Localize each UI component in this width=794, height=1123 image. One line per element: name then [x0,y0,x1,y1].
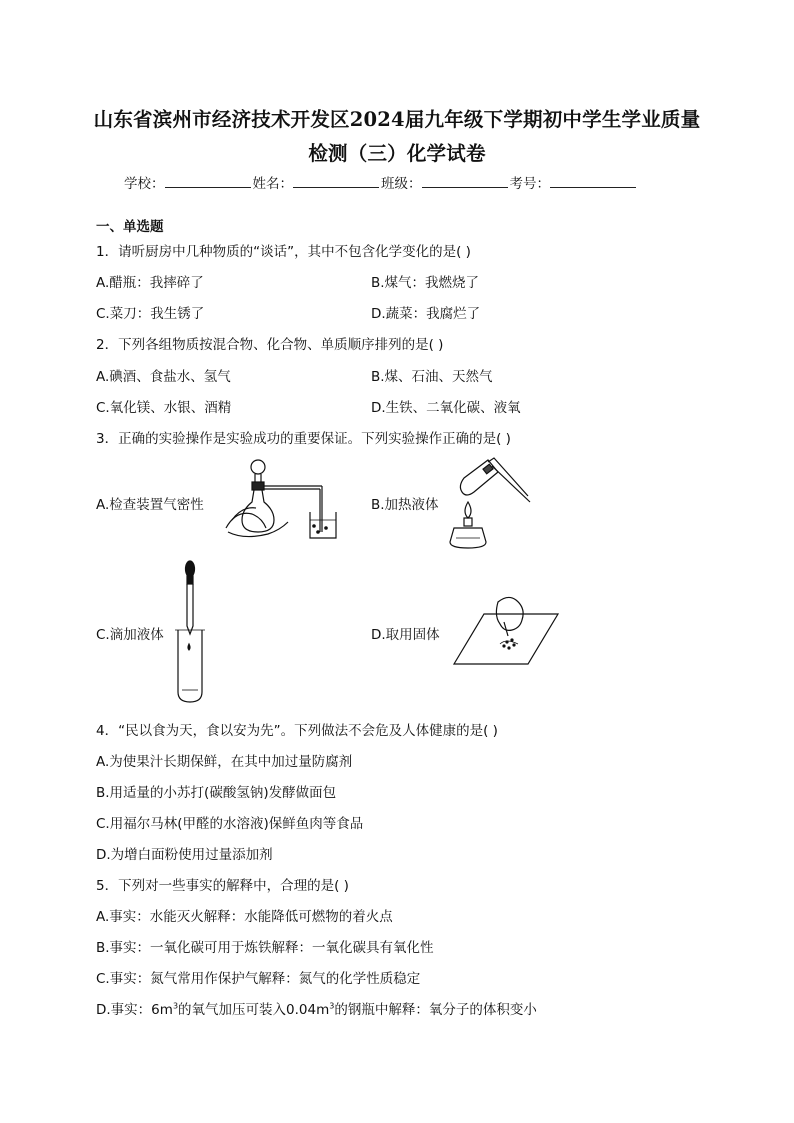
q3-option-a[interactable]: A.检查装置气密性 [96,497,204,513]
exam-title-line1: 山东省滨州市经济技术开发区2024届九年级下学期初中学生学业质量 [93,108,701,131]
question-1-stem: 1．请听厨房中几种物质的“谈话”，其中不包含化学变化的是( ) [96,244,471,260]
q5-d-exp2: 3 [329,1001,335,1011]
student-info-line [124,172,638,192]
question-3-stem: 3．正确的实验操作是实验成功的重要保证。下列实验操作正确的是( ) [96,431,511,447]
q2-option-d[interactable]: D.生铁、二氧化碳、液氧 [371,400,521,416]
q1-option-d[interactable]: D.蔬菜：我腐烂了 [371,306,481,322]
q4-option-b[interactable]: B.用适量的小苏打(碳酸氢钠)发酵做面包 [96,785,337,801]
q5-d-mid: 的氧气加压可装入0.04 [178,1002,317,1018]
exam-number-label: 考号： [509,176,550,192]
dropping-liquid-figure [172,560,208,706]
q5-option-c[interactable]: C.事实：氮气常用作保护气解释：氮气的化学性质稳定 [96,971,421,987]
q5-d-unit1: m [159,1002,173,1018]
q5-d-prefix: D.事实：6 [96,1002,160,1018]
q4-option-c[interactable]: C.用福尔马林(甲醛的水溶液)保鲜鱼肉等食品 [96,816,364,832]
q1-option-c[interactable]: C.菜刀：我生锈了 [96,306,205,322]
school-label: 学校： [124,176,165,192]
class-blank[interactable] [422,173,508,188]
q5-option-d[interactable] [96,998,537,1018]
airtightness-check-figure [222,458,352,542]
section-heading: 一、单选题 [96,219,164,235]
q4-option-d[interactable]: D.为增白面粉使用过量添加剂 [96,847,273,863]
q1-option-b[interactable]: B.煤气：我燃烧了 [371,275,480,291]
q3-option-c[interactable]: C.滴加液体 [96,627,164,643]
q5-d-unit2: m [316,1002,330,1018]
q1-option-a[interactable]: A.醋瓶：我摔碎了 [96,275,204,291]
q2-option-c[interactable]: C.氧化镁、水银、酒精 [96,400,232,416]
heating-liquid-figure [452,456,534,552]
q2-option-b[interactable]: B.煤、石油、天然气 [371,369,493,385]
school-blank[interactable] [165,173,251,188]
taking-solid-figure [454,594,560,668]
question-2-stem: 2．下列各组物质按混合物、化合物、单质顺序排列的是( ) [96,337,444,353]
exam-title-line2: 检测（三）化学试卷 [308,142,486,165]
q5-option-b[interactable]: B.事实：一氧化碳可用于炼铁解释：一氧化碳具有氧化性 [96,940,434,956]
q2-option-a[interactable]: A.碘酒、食盐水、氢气 [96,369,231,385]
question-5-stem: 5．下列对一些事实的解释中，合理的是( ) [96,878,349,894]
name-label: 姓名： [252,176,293,192]
q5-option-a[interactable]: A.事实：水能灭火解释：水能降低可燃物的着火点 [96,909,393,925]
q5-d-suffix: 的钢瓶中解释：氧分子的体积变小 [334,1002,537,1018]
question-4-stem: 4．“民以食为天，食以安为先”。下列做法不会危及人体健康的是( ) [96,723,498,739]
exam-number-blank[interactable] [550,173,636,188]
q4-option-a[interactable]: A.为使果汁长期保鲜，在其中加过量防腐剂 [96,754,353,770]
q3-option-b[interactable]: B.加热液体 [371,497,439,513]
name-blank[interactable] [293,173,379,188]
class-label: 班级： [381,176,422,192]
q3-option-d[interactable]: D.取用固体 [371,627,440,643]
q5-d-exp1: 3 [172,1001,179,1011]
